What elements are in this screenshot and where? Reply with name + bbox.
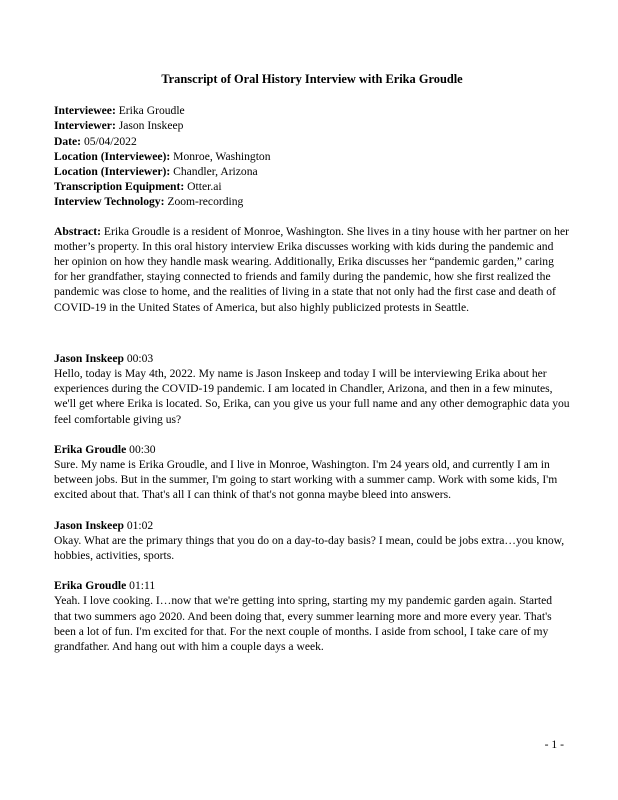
abstract-paragraph <box>54 224 570 315</box>
speaker-name: Erika Groudle <box>54 442 127 456</box>
speaker-line <box>54 351 570 366</box>
metadata-value: Jason Inskeep <box>115 119 184 133</box>
timestamp: 00:03 <box>123 351 154 365</box>
speaker-name: Jason Inskeep <box>54 351 124 365</box>
metadata-row-interviewer <box>54 118 570 133</box>
metadata-label: Interviewer: <box>54 119 116 133</box>
utterance-text: Hello, today is May 4th, 2022. My name is Jason Inskeep and today I will be interviewing Erika about her experiences during the COVID-19 pandemic. I am located in Chandler, Arizona, and then in a few minutes, we'll get where Erika is located. So, Erika, can you give us your full name and any other demographic data you feel comfortable giving us? <box>54 367 570 426</box>
metadata-label: Interviewee: <box>54 104 116 118</box>
timestamp: 00:30 <box>126 442 156 456</box>
utterance-text: Sure. My name is Erika Groudle, and I live in Monroe, Washington. I'm 24 years old, and currently I am in between jobs. But in the summer, I'm going to start working with a summer camp. Work with some kids, I'm excited about that. That's all I can think of that's not gonna maybe bleed into answers. <box>54 458 558 502</box>
abstract-text: Erika Groudle is a resident of Monroe, Washington. She lives in a tiny house with her partner on her mother’s property. In this oral history interview Erika discusses working with kids during the pandemic and her opinion on how they handle mask wearing. Additionally, Erika discusses her “pandemic garden,” caring for her grandfather, staying connected to friends and family during the pandemic, how she first realized the pandemic was close to home, and the realities of living in a state that not only had the first case and death of COVID-19 in the United States of America, but also highly publicized protests in Seattle. <box>54 224 569 314</box>
metadata-row-date <box>54 134 570 149</box>
speaker-name: Erika Groudle <box>54 579 127 593</box>
metadata-row-interview-technology <box>54 194 570 209</box>
transcript-turn <box>54 518 570 564</box>
metadata-value: 05/04/2022 <box>81 134 137 148</box>
metadata-row-interviewee <box>54 103 570 118</box>
speaker-line <box>54 442 570 457</box>
metadata-value: Chandler, Arizona <box>170 165 258 179</box>
metadata-value: Otter.ai <box>184 180 222 194</box>
transcript-turns <box>54 351 570 654</box>
document-title: Transcript of Oral History Interview with Erika Groudle <box>161 72 463 86</box>
metadata-label: Location (Interviewee): <box>54 149 171 163</box>
transcript-turn <box>54 351 570 427</box>
transcript-turn <box>54 442 570 503</box>
timestamp: 01:02 <box>123 518 154 532</box>
speaker-line <box>54 578 570 593</box>
page-number: - 1 - <box>544 738 564 751</box>
metadata-label: Date: <box>54 134 82 148</box>
metadata-row-location-interviewer <box>54 164 570 179</box>
abstract-label: Abstract: <box>54 224 102 238</box>
utterance-text: Yeah. I love cooking. I…now that we're getting into spring, starting my my pandemic garden again. Started that two summers ago 2020. And been doing that, every summer learning more and more every year. That's been a lot of fun. I'm excited for that. For the next couple of months. I aside from school, I take care of my grandfather. And hang out with him a couple days a week. <box>54 594 553 654</box>
transcript-turn <box>54 578 570 654</box>
speaker-name: Jason Inskeep <box>54 518 124 532</box>
metadata-value: Erika Groudle <box>115 104 185 118</box>
metadata-row-transcription-equipment <box>54 179 570 194</box>
timestamp: 01:11 <box>126 579 156 593</box>
metadata-block <box>54 103 570 209</box>
utterance-text: Okay. What are the primary things that you do on a day-to-day basis? I mean, could be jobs extra…you know, hobbies, activities, sports. <box>54 533 565 563</box>
metadata-label: Location (Interviewer): <box>54 165 171 179</box>
metadata-label: Transcription Equipment: <box>54 180 185 194</box>
metadata-value: Monroe, Washington <box>170 149 271 163</box>
metadata-value: Zoom-recording <box>164 195 244 209</box>
metadata-row-location-interviewee <box>54 149 570 164</box>
speaker-line <box>54 518 570 533</box>
document-body <box>54 72 570 669</box>
metadata-label: Interview Technology: <box>54 195 165 209</box>
